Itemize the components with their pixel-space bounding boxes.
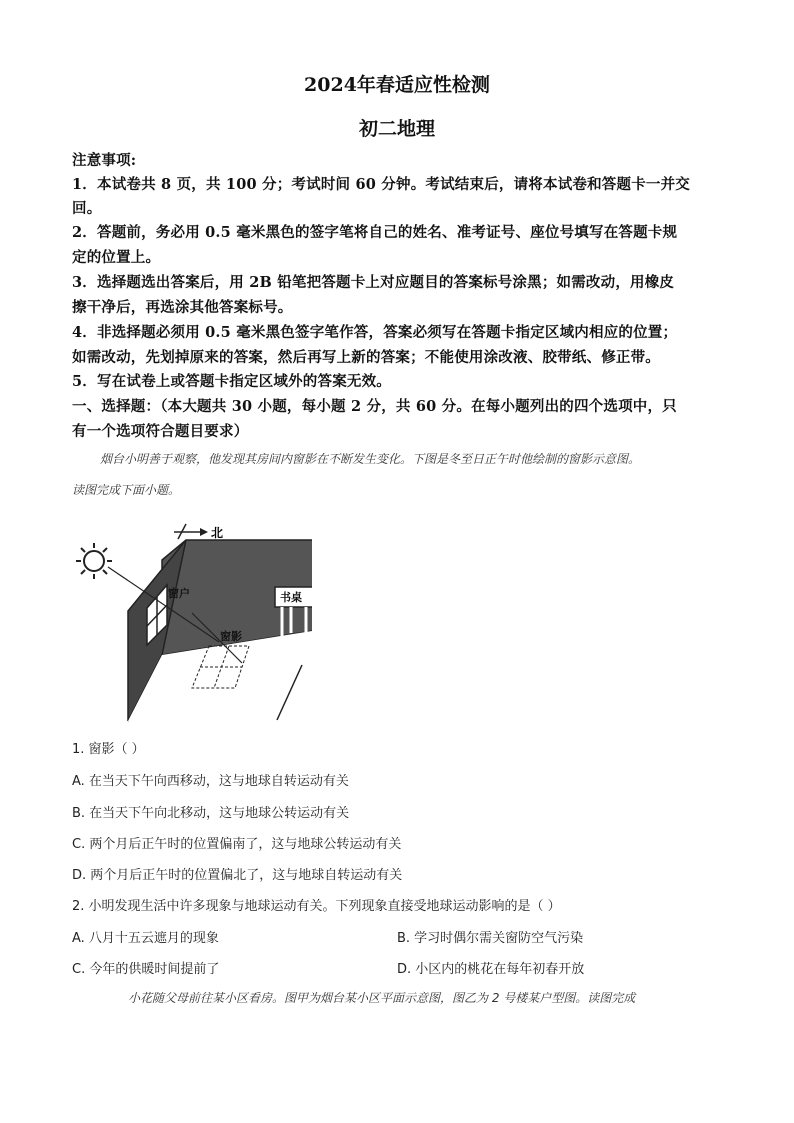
q2-option-c: C. 今年的供暖时间提前了 [72,962,220,977]
notice-line: 擦干净后，再选涂其他答案标号。 [72,299,293,316]
passage1-line1: 烟台小明善于观察，他发现其房间内窗影在不断发生变化。下图是冬至日正午时他绘制的窗影示意图。 [100,452,641,466]
q1-option-c: C. 两个月后正午时的位置偏南了，这与地球公转运动有关 [72,837,402,852]
notice-line: 1．本试卷共 8 页，共 100 分；考试时间 60 分钟。考试结束后，请将本试卷和答题卡一并交 [72,176,691,193]
q2-option-a: A. 八月十五云遮月的现象 [72,931,219,946]
section-heading-cont: 有一个选项符合题目要求） [72,423,249,440]
subject-title: 初二地理 [358,118,435,140]
window-shadow-figure [72,515,312,730]
notice-line: 3．选择题选出答案后，用 2B 铅笔把答题卡上对应题目的答案标号涂黑；如需改动，用橡皮 [72,274,675,291]
passage1-line2: 读图完成下面小题。 [72,483,181,497]
notice-heading: 注意事项: [72,152,137,169]
exam-title: 2024年春适应性检测 [304,74,490,96]
q1-option-d: D. 两个月后正午时的位置偏北了，这与地球自转运动有关 [72,868,403,883]
notice-line: 回。 [72,200,102,217]
q1-stem: 1. 窗影（ ） [72,742,145,757]
notice-line: 如需改动，先划掉原来的答案，然后再写上新的答案；不能使用涂改液、胶带纸、修正带。 [72,349,660,366]
desk-label: 书桌 [280,591,302,604]
q1-option-b: B. 在当天下午向北移动，这与地球公转运动有关 [72,806,350,821]
window-label: 窗户 [168,587,190,600]
notice-line: 4．非选择题必须用 0.5 毫米黑色签字笔作答，答案必须写在答题卡指定区域内相应的位置； [72,324,678,341]
north-label: 北 [211,526,224,540]
q2-option-b: B. 学习时偶尔需关窗防空气污染 [397,931,584,946]
q1-option-a: A. 在当天下午向西移动，这与地球自转运动有关 [72,774,349,789]
sun-icon [76,543,112,579]
section-heading: 一、选择题：（本大题共 30 小题，每小题 2 分，共 60 分。在每小题列出的四个选项中，只 [72,398,677,415]
passage2-line1: 小花随父母前往某小区看房。图甲为烟台某小区平面示意图，图乙为 2 号楼某户型图。读图完成 [128,991,636,1005]
notice-line: 定的位置上。 [72,249,161,266]
q2-stem: 2. 小明发现生活中许多现象与地球运动有关。下列现象直接受地球运动影响的是（ ） [72,899,561,914]
notice-line: 2．答题前，务必用 0.5 毫米黑色的签字笔将自己的姓名、准考证号、座位号填写在答题卡规 [72,224,678,241]
shadow-label: 窗影 [220,630,242,643]
north-arrow-icon [174,524,208,539]
notice-line: 5．写在试卷上或答题卡指定区域外的答案无效。 [72,373,391,390]
q2-option-d: D. 小区内的桃花在每年初春开放 [397,962,585,977]
